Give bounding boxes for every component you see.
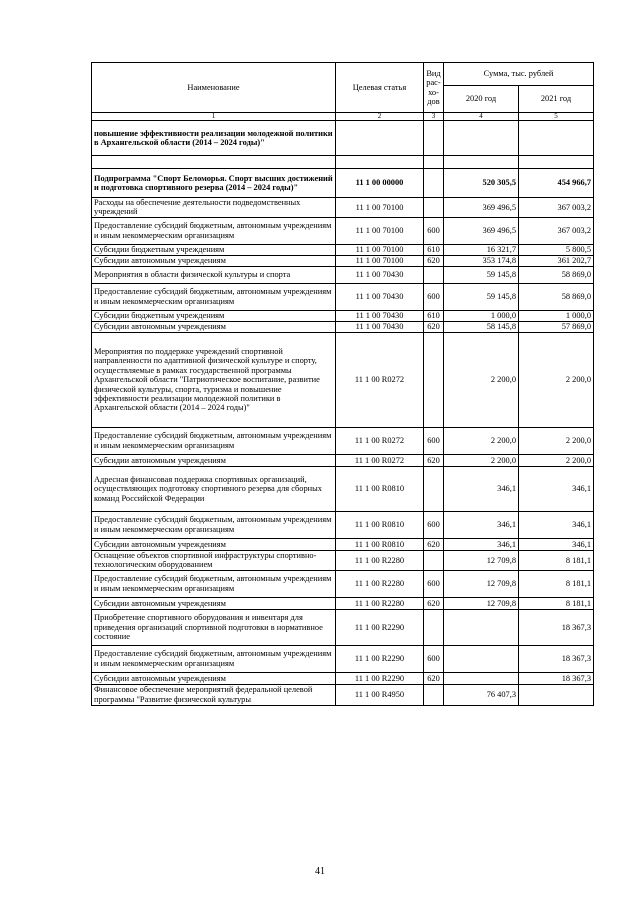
- table-row: [92, 550, 594, 570]
- row-vid: [424, 609, 444, 645]
- row-sum-2020: 76 407,3: [444, 684, 519, 705]
- row-name: Предоставление субсидий бюджетным, автономным учреждениям и иным некоммерческим организациям: [92, 217, 336, 244]
- row-name: Предоставление субсидий бюджетным, автономным учреждениям и иным некоммерческим организациям: [92, 427, 336, 454]
- table-row: [92, 255, 594, 266]
- row-code: 11 1 00 R2280: [336, 570, 424, 597]
- row-name: [92, 156, 336, 169]
- row-sum-2021: 5 800,5: [519, 244, 594, 255]
- row-vid: 610: [424, 244, 444, 255]
- column-number: 1: [92, 113, 336, 121]
- row-vid: 600: [424, 511, 444, 538]
- row-sum-2021: 57 869,0: [519, 321, 594, 332]
- row-vid: 620: [424, 454, 444, 466]
- row-sum-2021: 346,1: [519, 538, 594, 550]
- column-number: 2: [336, 113, 424, 121]
- row-sum-2020: 16 321,7: [444, 244, 519, 255]
- row-sum-2021: 8 181,1: [519, 550, 594, 570]
- row-sum-2020: 2 200,0: [444, 454, 519, 466]
- row-sum-2021: 18 367,3: [519, 609, 594, 645]
- page-number: 41: [315, 866, 325, 877]
- table-row: [92, 217, 594, 244]
- row-sum-2020: 369 496,5: [444, 198, 519, 218]
- row-code: 11 1 00 70100: [336, 217, 424, 244]
- row-sum-2021: [519, 121, 594, 156]
- table-row: [92, 244, 594, 255]
- table-row: [92, 198, 594, 218]
- row-code: 11 1 00 R0810: [336, 538, 424, 550]
- row-sum-2020: 58 145,8: [444, 321, 519, 332]
- row-sum-2020: [444, 645, 519, 672]
- column-number-row: [92, 113, 594, 121]
- table-row: [92, 266, 594, 283]
- table-row: [92, 121, 594, 156]
- row-code: 11 1 00 R0272: [336, 454, 424, 466]
- row-code: 11 1 00 R0810: [336, 511, 424, 538]
- table-row: [92, 609, 594, 645]
- row-sum-2021: 8 181,1: [519, 570, 594, 597]
- row-name: Оснащение объектов спортивной инфраструктуры спортивно-технологическим оборудованием: [92, 550, 336, 570]
- row-sum-2020: [444, 609, 519, 645]
- row-code: 11 1 00 00000: [336, 169, 424, 198]
- row-sum-2021: 346,1: [519, 466, 594, 511]
- row-vid: [424, 266, 444, 283]
- row-sum-2020: 1 000,0: [444, 310, 519, 321]
- row-vid: 620: [424, 321, 444, 332]
- row-vid: 620: [424, 672, 444, 684]
- row-sum-2021: 361 202,7: [519, 255, 594, 266]
- header-year-2021: 2021 год: [519, 86, 594, 113]
- row-sum-2021: 2 200,0: [519, 427, 594, 454]
- row-sum-2021: 2 200,0: [519, 332, 594, 427]
- row-name: Адресная финансовая поддержка спортивных организаций, осуществляющих подготовку спортивного резерва для сборных команд Российской Федерации: [92, 466, 336, 511]
- row-name: Мероприятия в области физической культуры и спорта: [92, 266, 336, 283]
- row-code: 11 1 00 R0272: [336, 332, 424, 427]
- table-header: [92, 63, 594, 121]
- row-code: 11 1 00 70100: [336, 255, 424, 266]
- column-number: 3: [424, 113, 444, 121]
- row-vid: [424, 550, 444, 570]
- row-code: 11 1 00 R2290: [336, 609, 424, 645]
- header-sum: Сумма, тыс. рублей: [444, 63, 594, 86]
- row-name: Приобретение спортивного оборудования и инвентаря для приведения организаций спортивной подготовки в нормативное состояние: [92, 609, 336, 645]
- row-sum-2020: 346,1: [444, 511, 519, 538]
- header-code: Целевая статья: [336, 63, 424, 113]
- row-sum-2021: 18 367,3: [519, 672, 594, 684]
- row-vid: [424, 156, 444, 169]
- row-name: Предоставление субсидий бюджетным, автономным учреждениям и иным некоммерческим организациям: [92, 283, 336, 310]
- row-vid: 600: [424, 217, 444, 244]
- row-vid: 600: [424, 283, 444, 310]
- row-sum-2021: 454 966,7: [519, 169, 594, 198]
- row-sum-2021: 367 003,2: [519, 217, 594, 244]
- table-row: [92, 538, 594, 550]
- row-vid: 600: [424, 570, 444, 597]
- row-name: Субсидии автономным учреждениям: [92, 597, 336, 609]
- row-vid: 620: [424, 255, 444, 266]
- table-row: [92, 511, 594, 538]
- row-code: 11 1 00 70430: [336, 266, 424, 283]
- row-sum-2021: [519, 684, 594, 705]
- row-name: Предоставление субсидий бюджетным, автономным учреждениям и иным некоммерческим организациям: [92, 570, 336, 597]
- row-sum-2020: 520 305,5: [444, 169, 519, 198]
- row-sum-2021: 346,1: [519, 511, 594, 538]
- row-name: Предоставление субсидий бюджетным, автономным учреждениям и иным некоммерческим организациям: [92, 511, 336, 538]
- row-vid: [424, 198, 444, 218]
- row-code: 11 1 00 R2290: [336, 645, 424, 672]
- row-code: 11 1 00 R2280: [336, 597, 424, 609]
- row-name: Субсидии автономным учреждениям: [92, 454, 336, 466]
- row-sum-2020: 346,1: [444, 466, 519, 511]
- row-name: Финансовое обеспечение мероприятий федеральной целевой программы "Развитие физической культуры: [92, 684, 336, 705]
- row-vid: 600: [424, 645, 444, 672]
- row-code: 11 1 00 R0810: [336, 466, 424, 511]
- row-code: 11 1 00 70430: [336, 321, 424, 332]
- row-sum-2021: 58 869,0: [519, 283, 594, 310]
- row-sum-2021: 367 003,2: [519, 198, 594, 218]
- row-name: Субсидии автономным учреждениям: [92, 255, 336, 266]
- row-code: 11 1 00 R2290: [336, 672, 424, 684]
- row-name: Подпрограмма "Спорт Беломорья. Спорт высших достижений и подготовка спортивного резерва (2014 – 2024 годы)": [92, 169, 336, 198]
- table-body: [92, 121, 594, 706]
- row-vid: [424, 169, 444, 198]
- row-sum-2020: 2 200,0: [444, 427, 519, 454]
- row-code: 11 1 00 R0272: [336, 427, 424, 454]
- header-name: Наименование: [92, 63, 336, 113]
- table-row: [92, 570, 594, 597]
- row-vid: [424, 466, 444, 511]
- table-row: [92, 684, 594, 705]
- budget-table: [91, 62, 594, 706]
- row-name: Субсидии автономным учреждениям: [92, 538, 336, 550]
- row-sum-2020: 12 709,8: [444, 550, 519, 570]
- table-row: [92, 283, 594, 310]
- row-sum-2020: 353 174,8: [444, 255, 519, 266]
- row-vid: [424, 332, 444, 427]
- row-name: Субсидии автономным учреждениям: [92, 321, 336, 332]
- row-sum-2021: 1 000,0: [519, 310, 594, 321]
- row-name: Мероприятия по поддержке учреждений спортивной направленности по адаптивной физической культуре и спорту, осуществляемые в рамках государственной программы Архангельской области "Патриотическое воспитание, развитие физической культуры, спорта, туризма и повышение эффективности реализации молодежной политики в Архангельской области (2014 – 2024 годы)": [92, 332, 336, 427]
- column-number: 4: [444, 113, 519, 121]
- row-sum-2020: [444, 121, 519, 156]
- column-number: 5: [519, 113, 594, 121]
- row-code: 11 1 00 70100: [336, 244, 424, 255]
- table-row: [92, 454, 594, 466]
- table-row: [92, 332, 594, 427]
- row-sum-2021: 58 869,0: [519, 266, 594, 283]
- row-code: 11 1 00 R4950: [336, 684, 424, 705]
- table-row: [92, 156, 594, 169]
- row-name: Расходы на обеспечение деятельности подведомственных учреждений: [92, 198, 336, 218]
- row-vid: [424, 121, 444, 156]
- row-sum-2020: 59 145,8: [444, 283, 519, 310]
- row-sum-2020: 346,1: [444, 538, 519, 550]
- row-sum-2020: 12 709,8: [444, 570, 519, 597]
- row-code: [336, 156, 424, 169]
- row-sum-2020: [444, 672, 519, 684]
- row-sum-2020: 59 145,8: [444, 266, 519, 283]
- row-vid: 620: [424, 597, 444, 609]
- table-row: [92, 672, 594, 684]
- row-vid: 610: [424, 310, 444, 321]
- row-sum-2020: [444, 156, 519, 169]
- row-vid: [424, 684, 444, 705]
- table-row: [92, 466, 594, 511]
- row-code: [336, 121, 424, 156]
- row-name: Субсидии бюджетным учреждениям: [92, 244, 336, 255]
- row-name: Предоставление субсидий бюджетным, автономным учреждениям и иным некоммерческим организациям: [92, 645, 336, 672]
- row-sum-2021: 2 200,0: [519, 454, 594, 466]
- row-vid: 600: [424, 427, 444, 454]
- row-sum-2020: 12 709,8: [444, 597, 519, 609]
- row-name: повышение эффективности реализации молодежной политики в Архангельской области (2014 – 2024 годы)": [92, 121, 336, 156]
- row-sum-2021: 8 181,1: [519, 597, 594, 609]
- row-code: 11 1 00 70430: [336, 310, 424, 321]
- row-sum-2021: 18 367,3: [519, 645, 594, 672]
- table-row: [92, 321, 594, 332]
- row-code: 11 1 00 70430: [336, 283, 424, 310]
- table-row: [92, 169, 594, 198]
- table-row: [92, 597, 594, 609]
- table-row: [92, 427, 594, 454]
- row-sum-2020: 2 200,0: [444, 332, 519, 427]
- table-row: [92, 310, 594, 321]
- header-year-2020: 2020 год: [444, 86, 519, 113]
- row-sum-2021: [519, 156, 594, 169]
- row-sum-2020: 369 496,5: [444, 217, 519, 244]
- row-code: 11 1 00 70100: [336, 198, 424, 218]
- header-vid: Вид рас- хо- дов: [424, 63, 444, 113]
- row-vid: 620: [424, 538, 444, 550]
- row-code: 11 1 00 R2280: [336, 550, 424, 570]
- row-name: Субсидии автономным учреждениям: [92, 672, 336, 684]
- row-name: Субсидии бюджетным учреждениям: [92, 310, 336, 321]
- table-row: [92, 645, 594, 672]
